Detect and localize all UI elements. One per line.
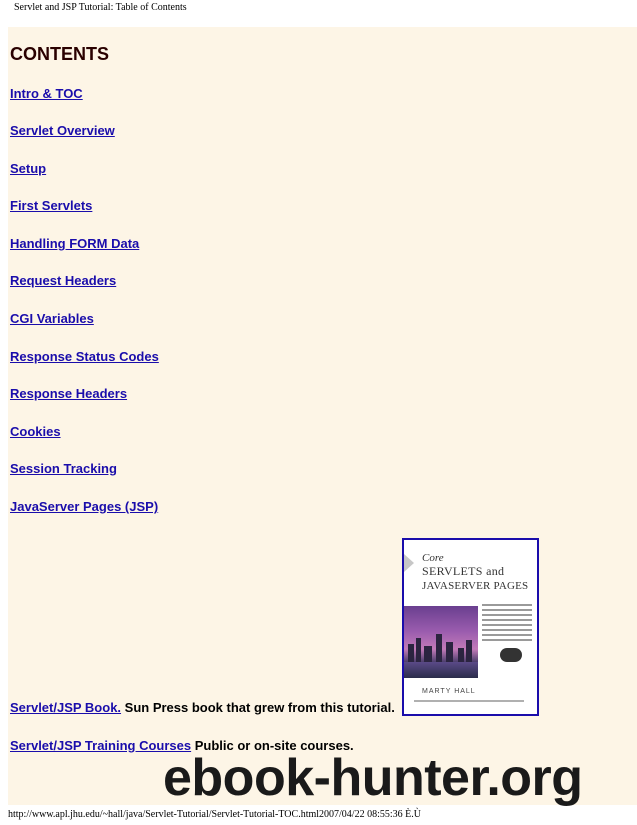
page-header-title: Servlet and JSP Tutorial: Table of Contents [14, 2, 187, 13]
toc-link-session-tracking[interactable]: Session Tracking [10, 461, 117, 476]
toc-link-first-servlets[interactable]: First Servlets [10, 198, 93, 213]
book-cover-core: Core [422, 552, 444, 564]
toc-link-jsp[interactable]: JavaServer Pages (JSP) [10, 499, 159, 514]
cover-arrow-icon [404, 554, 414, 572]
book-cover-image[interactable] [402, 538, 539, 716]
book-cover-author: MARTY HALL [422, 688, 476, 695]
watermark-text: ebook-hunter.org [163, 749, 583, 807]
toc-link-intro[interactable]: Intro & TOC [10, 86, 83, 101]
book-link[interactable]: Servlet/JSP Book. [10, 700, 122, 715]
city-skyline-graphic [408, 632, 474, 662]
toc-link-servlet-overview[interactable]: Servlet Overview [10, 123, 115, 138]
toc-link-setup[interactable]: Setup [10, 161, 47, 176]
toc-link-cgi-variables[interactable]: CGI Variables [10, 311, 94, 326]
book-cover-blurb [482, 604, 532, 644]
book-line [10, 700, 395, 715]
toc-link-request-headers[interactable]: Request Headers [10, 273, 117, 288]
toc-link-status-codes[interactable]: Response Status Codes [10, 349, 159, 364]
contents-heading: CONTENTS [10, 44, 109, 64]
book-cover-title-line1: SERVLETS and [422, 564, 505, 578]
page-footer-url: http://www.apl.jhu.edu/~hall/java/Servlet-Tutorial/Servlet-Tutorial-TOC.html2007/04/22 08:55:36 È.Ù [8, 809, 421, 820]
sun-logo-icon [500, 648, 522, 662]
training-courses-link[interactable]: Servlet/JSP Training Courses [10, 738, 192, 753]
toc-link-form-data[interactable]: Handling FORM Data [10, 236, 140, 251]
book-description: Sun Press book that grew from this tutorial. [121, 700, 395, 715]
toc-panel [8, 27, 637, 805]
training-description: Public or on-site courses. [191, 738, 354, 753]
water-graphic [404, 662, 478, 678]
book-cover-divider [414, 700, 524, 702]
toc-link-cookies[interactable]: Cookies [10, 424, 61, 439]
toc-link-response-headers[interactable]: Response Headers [10, 386, 128, 401]
book-cover-photo [404, 606, 478, 678]
book-cover-title-line2: JAVASERVER PAGES [422, 580, 529, 592]
